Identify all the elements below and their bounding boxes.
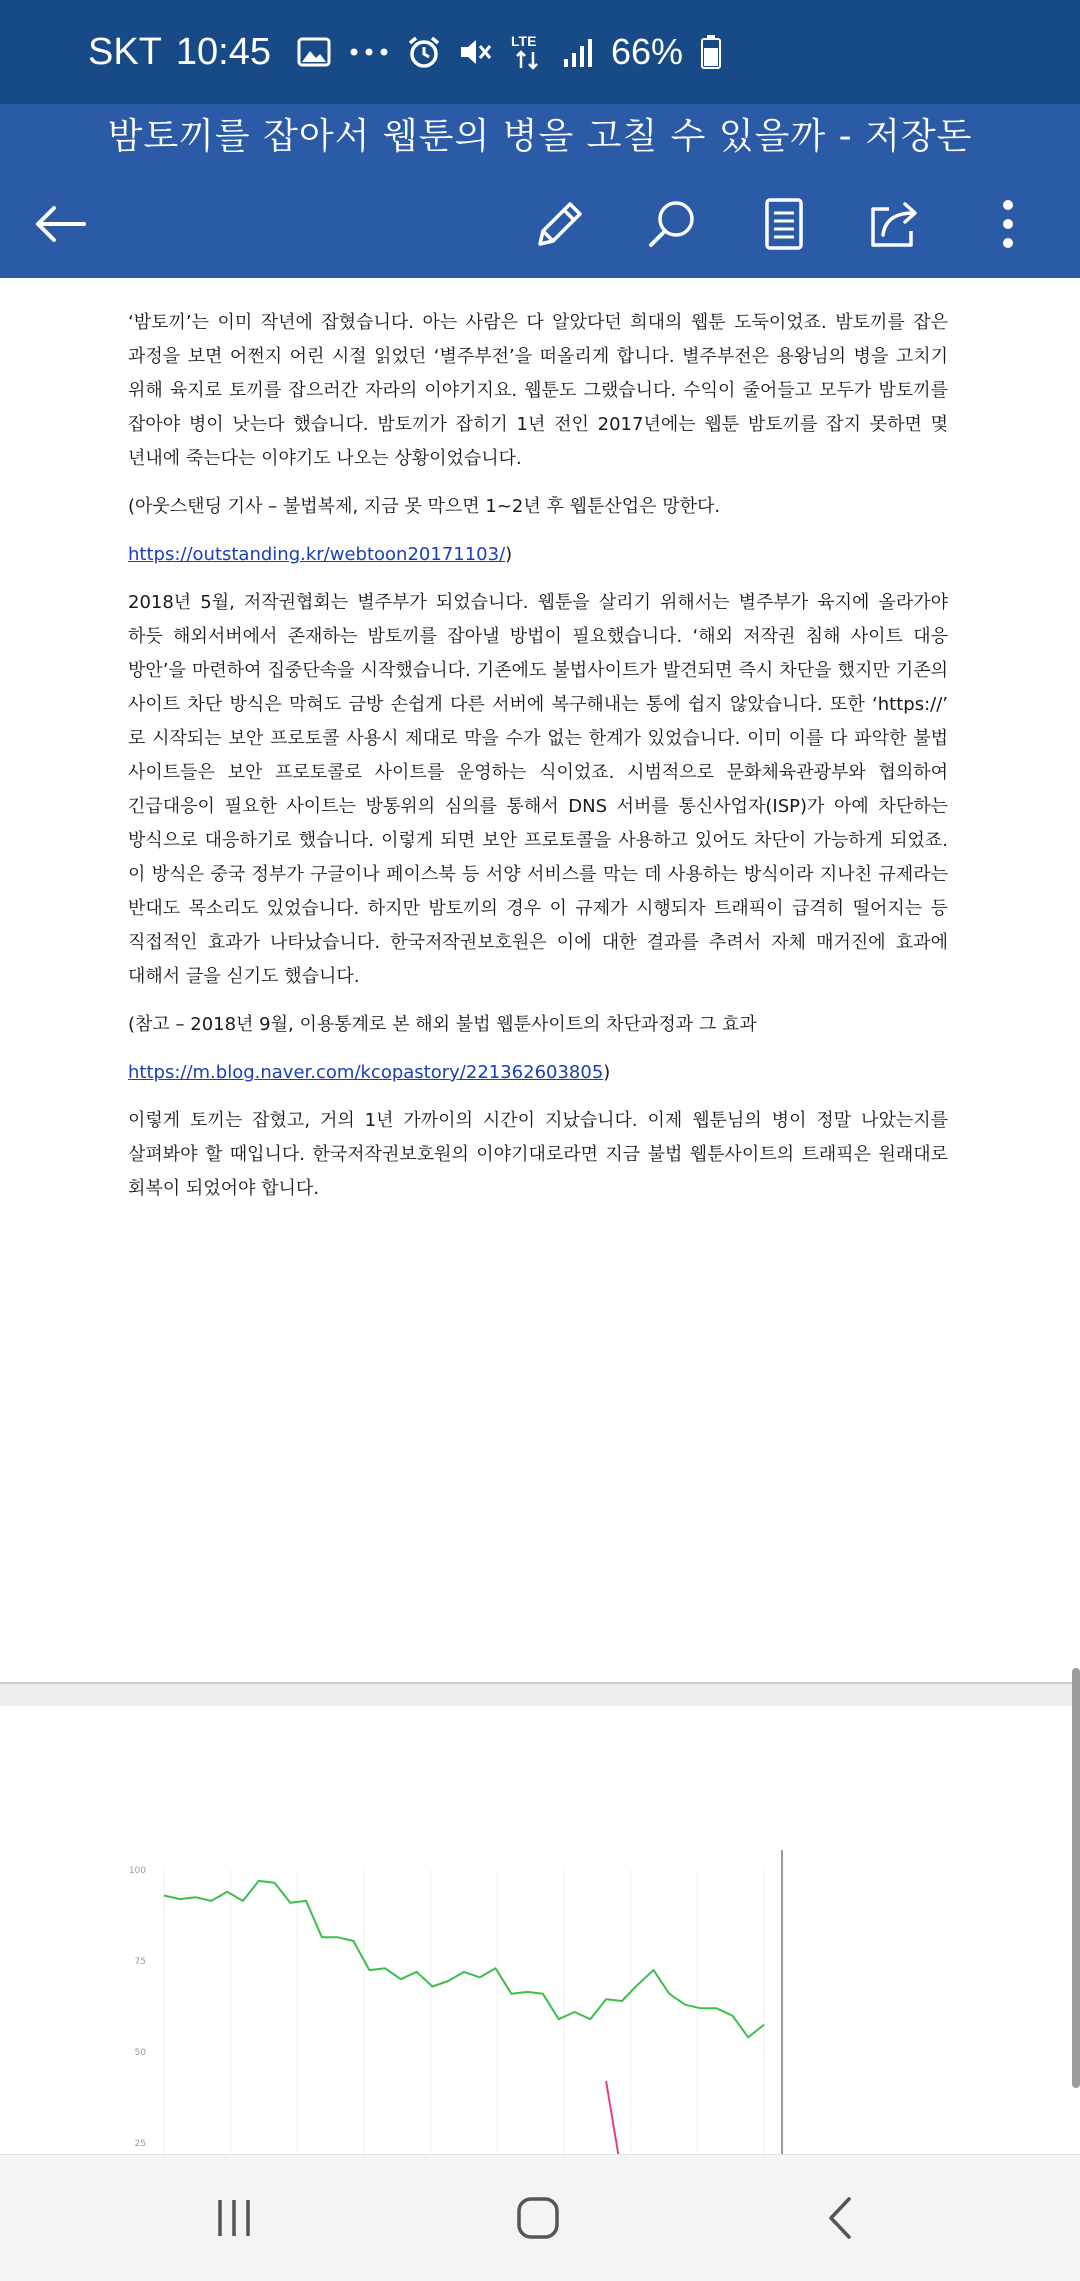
series-line-green — [164, 1881, 764, 2038]
status-bar — [0, 0, 1080, 104]
nav-back-button[interactable] — [790, 2175, 890, 2261]
naver-blog-link[interactable]: https://m.blog.naver.com/kcopastory/221362603805 — [128, 1062, 604, 1083]
page-separator — [0, 1682, 1080, 1708]
recent-apps-button[interactable] — [184, 2175, 284, 2261]
y-tick-label: 25 — [134, 2139, 146, 2149]
signal-icon — [563, 37, 593, 67]
carrier-label: SKT — [88, 30, 162, 73]
document-title: 밤토끼를 잡아서 웹툰의 병을 고칠 수 있을까 - 저장돈 — [107, 116, 973, 157]
share-button[interactable] — [850, 178, 942, 270]
back-icon — [825, 2196, 855, 2240]
lte-icon — [511, 32, 545, 72]
mute-icon — [459, 36, 493, 68]
more-dots-icon — [349, 47, 389, 57]
more-options-button[interactable] — [962, 178, 1054, 270]
y-tick-label: 100 — [128, 1866, 146, 1876]
series-line-pink — [606, 2081, 638, 2154]
y-tick-label: 50 — [134, 2048, 146, 2058]
edit-button[interactable] — [514, 178, 606, 270]
back-button[interactable] — [14, 178, 106, 270]
search-button[interactable] — [626, 178, 718, 270]
scrollbar-thumb[interactable] — [1072, 1668, 1080, 2088]
gallery-icon — [297, 37, 331, 67]
search-icon — [646, 198, 698, 250]
y-tick-label: 75 — [134, 1957, 146, 1967]
paragraph: (참고 – 2018년 9월, 이용통계로 본 해외 불법 웹툰사이트의 차단과정과 그 효과 — [128, 1014, 757, 1035]
paragraph: (아웃스탠딩 기사 – 불법복제, 지금 못 막으면 1~2년 후 웹툰산업은 망한다. — [128, 496, 721, 517]
paragraph: 이렇게 토끼는 잡혔고, 거의 1년 가까이의 시간이 지났습니다. 이제 웹툰님의 병이 정말 나았는지를 살펴봐야 할 때입니다. 한국저작권보호원의 이야기대로라면 지금 불법 웹툰사이트의 트래픽은 원래대로 회복이 되었어야 합니다. — [128, 1110, 948, 1199]
link-line — [128, 538, 948, 572]
more-vertical-icon — [1000, 199, 1016, 249]
battery-percent: 66% — [611, 31, 684, 72]
paragraph: ‘밤토끼’는 이미 작년에 잡혔습니다. 아는 사람은 다 알았다던 희대의 웹툰 도둑이었죠. 밤토끼를 잡은 과정을 보면 어쩐지 어린 시절 읽었던 ‘별주부전’을 떠올리게 합니다. 별주부전은 용왕님의 병을 고치기 위해 육지로 토끼를 잡으러간 자라의 이야기지요. 웹툰도 그랬습니다. 수익이 줄어들고 모두가 밤토끼를 잡아야 병이 낫는다 했습니다. 밤토끼가 잡히기 1년 전인 2017년에는 웹툰 밤토끼를 잡지 못하면 몇 년내에 죽는다는 이야기도 나오는 상황이었습니다. — [128, 312, 948, 469]
link-suffix: ) — [603, 1062, 611, 1083]
document-body — [128, 306, 948, 1220]
svg-text:LTE: LTE — [511, 33, 537, 49]
alarm-icon — [407, 35, 441, 69]
paragraph: 2018년 5월, 저작권협회는 별주부가 되었습니다. 웹툰을 살리기 위해서는 별주부가 육지에 올라가야 하듯 해외서버에서 존재하는 밤토끼를 잡아낼 방법이 필요했습니다. ‘해외 저작권 침해 사이트 대응 방안’을 마련하여 집중단속을 시작했습니다. 기존에도 불법사이트가 발견되면 즉시 차단을 했지만 기존의 사이트 차단 방식은 막혀도 금방 손쉽게 다른 서버에 복구해내는 통에 쉽지 않았습니다. 또한 ‘https://’ 로 시작되는 보안 프로토콜 사용시 제대로 막을 수가 없는 한계가 있었습니다. 이미 이를 다 파악한 불법 사이트들은 보안 프로토콜로 사이트를 운영하는 식이었죠. 시범적으로 문화체육관광부와 협의하여 긴급대응이 필요한 사이트는 방통위의 심의를 통해서 DNS 서버를 통신사업자(ISP)가 아예 차단하는 방식으로 대응하기로 했습니다. 이렇게 되면 보안 프로토콜을 사용하고 있어도 차단이 가능하게 되었죠. 이 방식은 중국 정부가 구글이나 페이스북 등 서양 서비스를 막는 데 사용하는 방식이라 지나친 규제라는 반대도 목소리도 있었습니다. 하지만 밤토끼의 경우 이 규제가 시행되자 트래픽이 급격히 떨어지는 등 직접적인 효과가 나타났습니다. 한국저작권보호원은 이에 대한 결과를 추려서 자체 매거진에 효과에 대해서 글을 싣기도 했습니다. — [128, 592, 948, 987]
clock: 10:45 — [175, 30, 271, 73]
back-arrow-icon — [32, 204, 88, 244]
link-suffix: ) — [505, 544, 513, 565]
home-button[interactable] — [488, 2175, 588, 2261]
document-page — [0, 278, 1080, 1682]
document-page-2 — [0, 1706, 1080, 2154]
home-icon — [516, 2196, 560, 2240]
recent-apps-icon — [214, 2198, 254, 2238]
app-bar — [0, 104, 1080, 278]
navigation-bar — [0, 2154, 1080, 2281]
share-icon — [869, 199, 923, 249]
outstanding-link[interactable]: https://outstanding.kr/webtoon20171103/ — [128, 544, 506, 565]
pencil-icon — [534, 198, 586, 250]
reading-view-icon — [764, 197, 804, 251]
traffic-line-chart — [124, 1850, 804, 2154]
reading-view-button[interactable] — [738, 178, 830, 270]
battery-icon — [701, 35, 721, 69]
link-line — [128, 1056, 948, 1090]
